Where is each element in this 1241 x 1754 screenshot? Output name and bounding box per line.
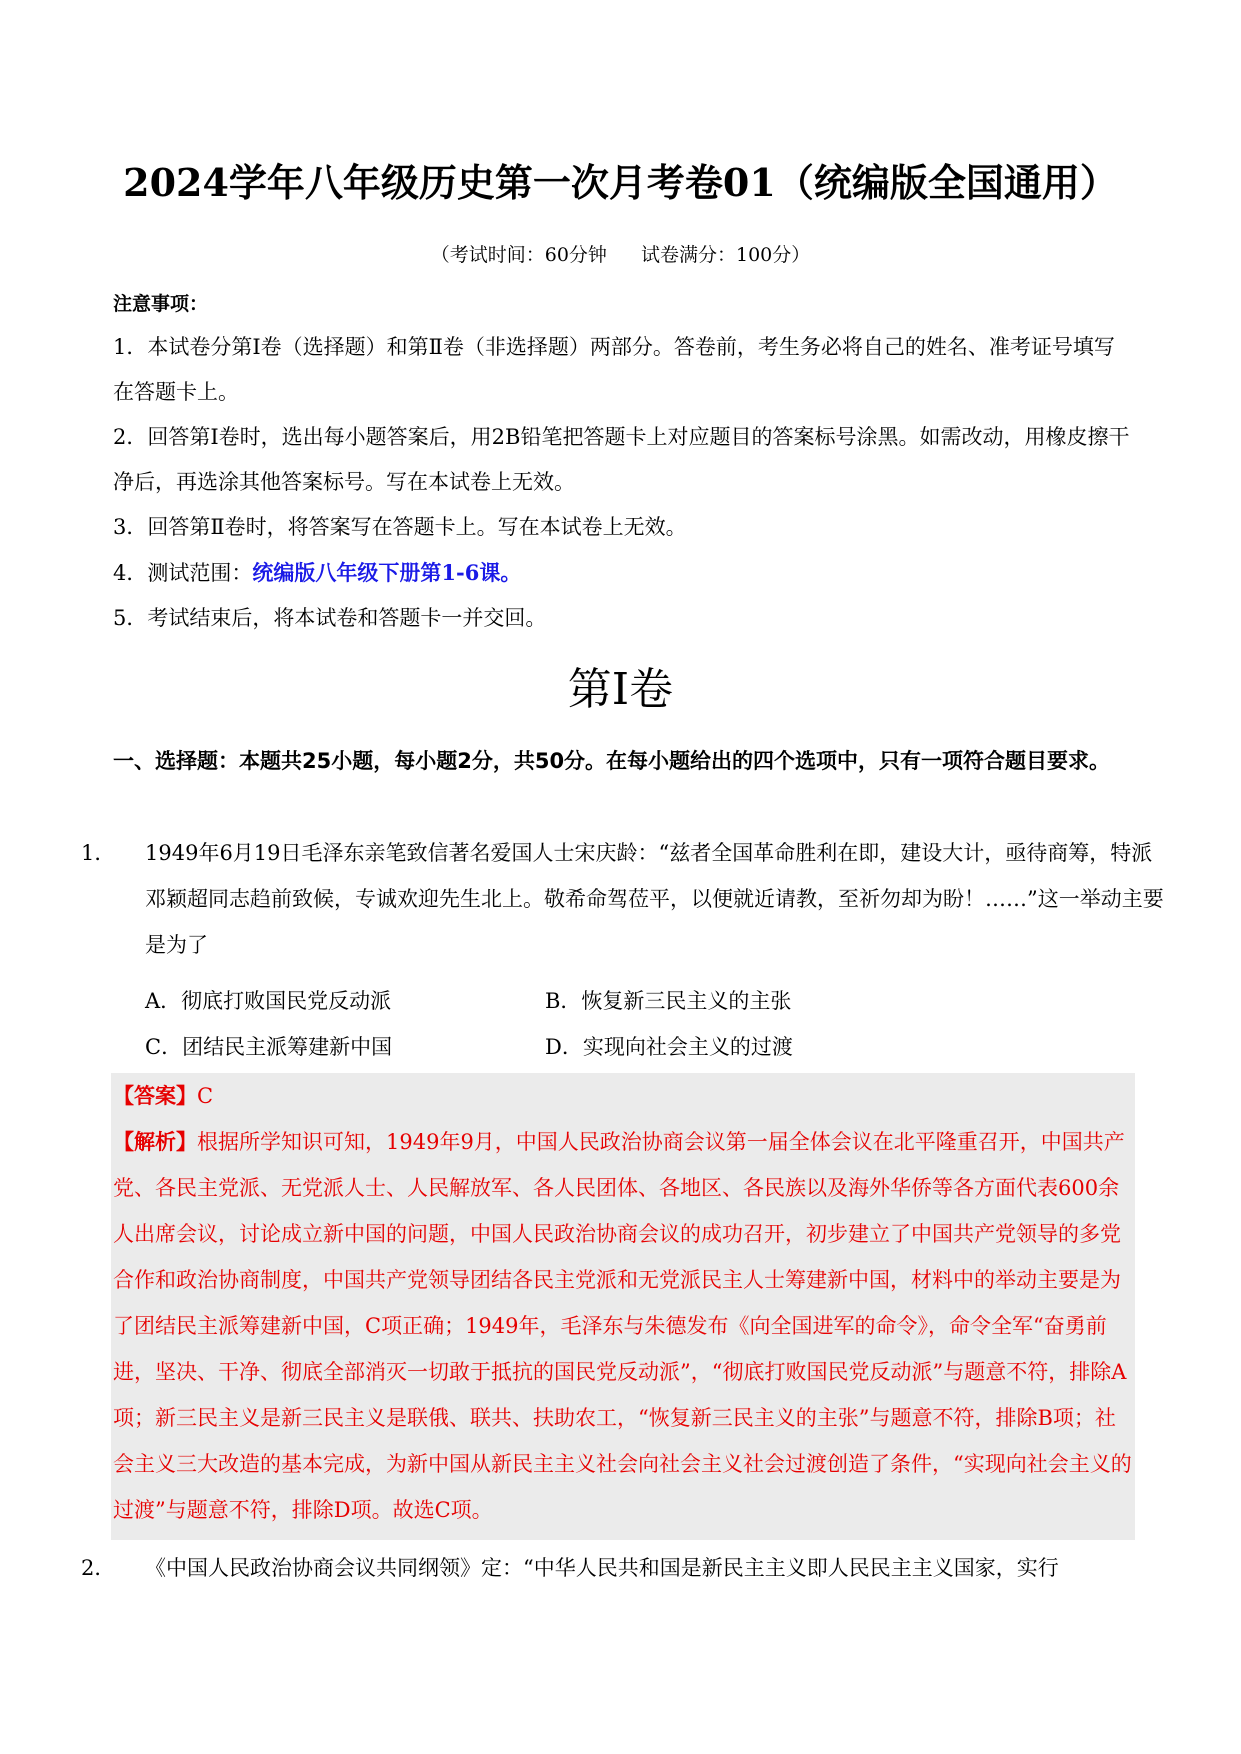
notice-item-range [113,550,1133,596]
question-1 [81,830,1165,968]
notice-heading: 注意事项： [113,293,209,315]
question-1-options [145,978,1135,1070]
exam-score: 试卷满分：100分） [640,244,811,266]
range-prefix: 4．测试范围： [113,561,253,585]
option-row [145,978,1135,1024]
option-row [145,1024,1135,1070]
exam-info [0,240,1241,270]
analysis-text-block [113,1119,1135,1533]
notice-item: 3．回答第Ⅱ卷时，将答案写在答题卡上。写在本试卷上无效。 [113,515,687,539]
analysis-tag: 【解析】 [113,1129,197,1154]
notice-item: 5．考试结束后，将本试卷和答题卡一并交回。 [113,606,547,630]
analysis-text: 根据所学知识可知，1949年9月，中国人民政治协商会议第一届全体会议在北平隆重召开，中国共产党、各民主党派、无党派人士、人民解放军、各人民团体、各地区、各民族以及海外华侨等各方面代表600余人出席会议，讨论成立新中国的问题，中国人民政治协商会议的成功召开，初步建立了中国共产党领导的多党合作和政治协商制度，中国共产党领导团结各民主党派和无党派民主人士筹建新中国，材料中的举动主要是为了团结民主派筹建新中国，C项正确；1949年，毛泽东与朱德发布《向全国进军的命令》，命令全军“奋勇前进，坚决、干净、彻底全部消灭一切敢于抵抗的国民党反动派”，“彻底打败国民党反动派”与题意不符，排除A项；新三民主义是新三民主义是联俄、联共、扶助农工，“恢复新三民主义的主张”与题意不符，排除B项；社会主义三大改造的基本完成，为新中国从新民主主义社会向社会主义社会过渡创造了条件，“实现向社会主义的过渡”与题意不符，排除D项。故选C项。 [113,1130,1132,1522]
option-c: C．团结民主派筹建新中国 [145,1035,393,1059]
exam-title: 2024学年八年级历史第一次月考卷01（统编版全国通用） [123,160,1118,205]
question-text: 1949年6月19日毛泽东亲笔致信著名爱国人士宋庆龄：“兹者全国革命胜利在即，建设大计，亟待商筹，特派邓颖超同志趋前致候，专诚欢迎先生北上。敬希命驾莅平，以便就近请教，至祈勿却为盼！……”这一举动主要是为了 [145,841,1164,957]
question-text: 《中国人民政治协商会议共同纲领》定：“中华人民共和国是新民主主义即人民民主主义国家，实行 [145,1556,1059,1580]
answer-line [113,1073,1135,1119]
notice-item: 1．本试卷分第Ⅰ卷（选择题）和第Ⅱ卷（非选择题）两部分。答卷前，考生务必将自己的姓名、准考证号填写在答题卡上。 [113,335,1115,404]
part-heading: 一、选择题：本题共25小题，每小题2分，共50分。在每小题给出的四个选项中，只有一项符合题目要求。 [113,749,1111,773]
notice-list [113,325,1133,641]
answer-analysis-box [111,1073,1135,1540]
exam-time: （考试时间：60分钟 [430,244,607,266]
answer-value: C [197,1084,214,1108]
answer-tag: 【答案】 [113,1083,197,1108]
question-number: 1． [81,841,116,865]
option-b: B．恢复新三民主义的主张 [545,989,792,1013]
question-number: 2． [81,1556,116,1580]
range-suffix: 。 [500,560,522,585]
notice-item: 2．回答第Ⅰ卷时，选出每小题答案后，用2B铅笔把答题卡上对应题目的答案标号涂黑。如需改动，用橡皮擦干净后，再选涂其他答案标号。写在本试卷上无效。 [113,425,1130,494]
question-2 [81,1545,1165,1591]
option-a: A．彻底打败国民党反动派 [145,989,392,1013]
section-title: 第Ⅰ卷 [567,664,674,715]
option-d: D．实现向社会主义的过渡 [545,1035,793,1059]
test-range: 统编版八年级下册第1-6课 [252,560,501,585]
